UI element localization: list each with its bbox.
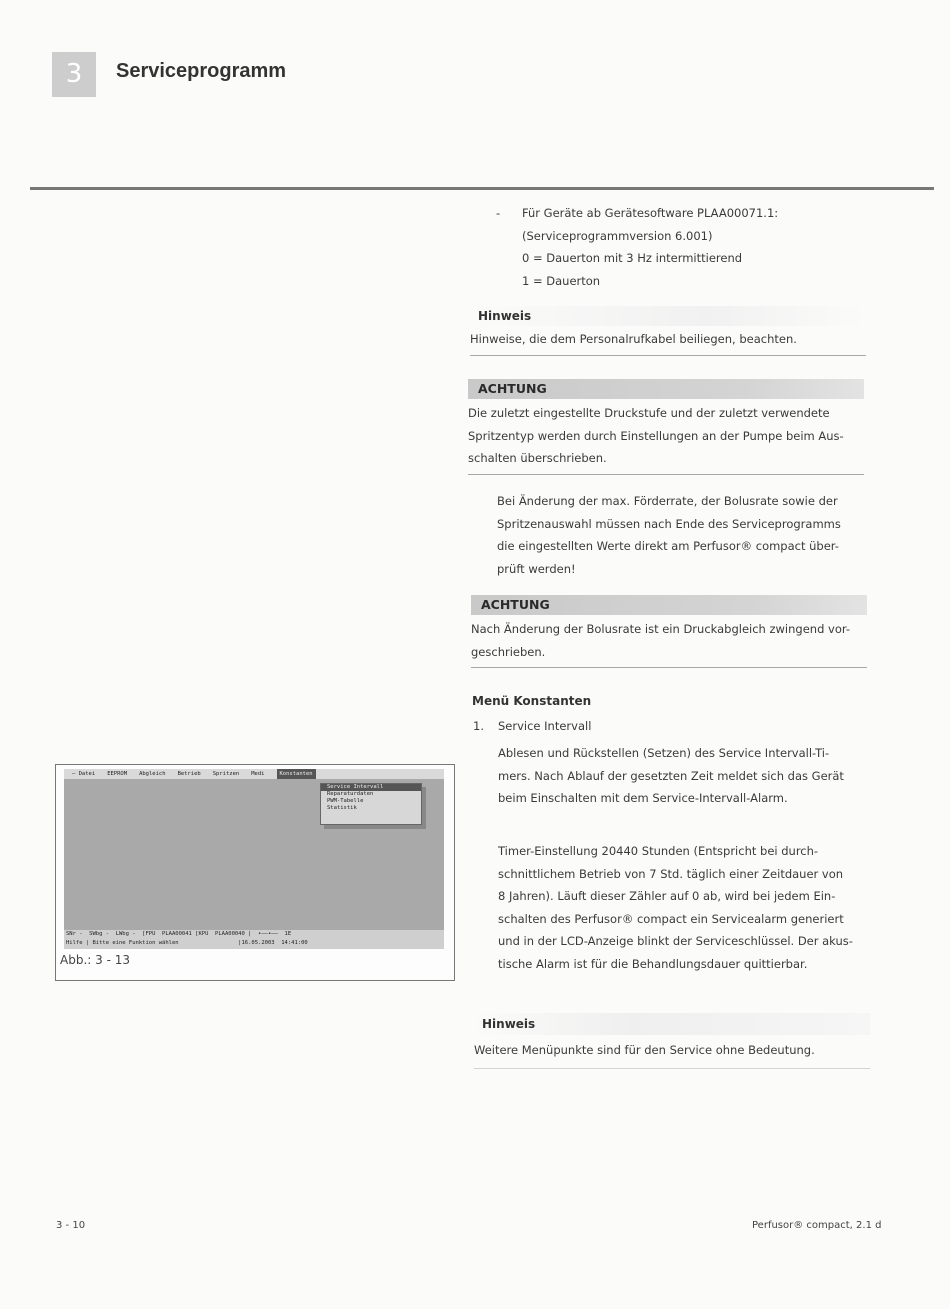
menu-item-active: Konstanten [277, 769, 316, 779]
paragraph-line: schnittlichem Betrieb von 7 Std. täglich einer Zeitdauer von [498, 866, 844, 881]
achtung-box-1 [468, 379, 864, 475]
achtung-heading: ACHTUNG [471, 595, 867, 615]
menu-item: Betrieb [177, 771, 201, 777]
timer-paragraph [498, 840, 870, 975]
figure-frame [55, 764, 455, 981]
dropdown-item: Statistik [327, 805, 357, 811]
item-title: Service Intervall [498, 719, 592, 733]
list-dash: - [496, 206, 501, 220]
achtung-heading: ACHTUNG [468, 379, 864, 399]
menu-item: — Datei [72, 771, 96, 777]
menu-item: Spritzen [212, 771, 240, 777]
achtung-line: Spritzentyp werden durch Einstellungen an der Pumpe beim Aus- [468, 428, 844, 443]
menu-item: Abgleich [139, 771, 166, 777]
pruefung-line: Spritzenauswahl müssen nach Ende des Serviceprogramms [497, 516, 841, 531]
chapter-number: 3 [65, 59, 83, 89]
menu-item: EEPROM [107, 771, 128, 777]
hinweis-text: Hinweise, die dem Personalrufkabel beiliegen, beachten. [470, 332, 797, 346]
product-footer: Perfusor® compact, 2.1 d [752, 1220, 882, 1231]
intro-line: Für Geräte ab Gerätesoftware PLAA00071.1: [522, 206, 779, 220]
paragraph-line: mers. Nach Ablauf der gesetzten Zeit meldet sich das Gerät [498, 768, 844, 783]
divider [468, 474, 864, 475]
divider [474, 1068, 870, 1069]
header-rule [30, 187, 934, 190]
status-line: Hilfe | Bitte eine Funktion wählen |16.05.2003 14:41:00 [66, 940, 308, 946]
hinweis-heading: Hinweis [474, 1013, 870, 1035]
page-title: Serviceprogramm [116, 60, 287, 82]
menu-item: Medi [251, 771, 265, 777]
achtung-line: Die zuletzt eingestellte Druckstufe und der zuletzt verwendete [468, 406, 830, 420]
dropdown-item: PWM-Tabelle [327, 798, 364, 804]
intro-line: 1 = Dauerton [522, 273, 601, 288]
paragraph-line: beim Einschalten mit dem Service-Intervall-Alarm. [498, 791, 788, 805]
paragraph-line: und in der LCD-Anzeige blinkt der Serviceschlüssel. Der akus- [498, 934, 853, 948]
konstanten-dropdown [320, 783, 422, 825]
item-number: 1. [473, 719, 484, 733]
pruefung-paragraph [497, 490, 867, 580]
paragraph-line: Ablesen und Rückstellen (Setzen) des Service Intervall-Ti- [498, 746, 830, 760]
chapter-number-box [52, 52, 96, 97]
paragraph-line: schalten des Perfusor® compact ein Servicealarm generiert [498, 911, 844, 926]
dropdown-item: Reparaturdaten [327, 791, 374, 797]
hinweis-heading: Hinweis [470, 306, 866, 326]
achtung-line: Nach Änderung der Bolusrate ist ein Druckabgleich zwingend vor- [471, 622, 851, 636]
hinweis-box-2 [474, 1013, 870, 1069]
section-heading: Menü Konstanten [472, 694, 592, 708]
intro-list [496, 202, 876, 292]
paragraph-line: Timer-Einstellung 20440 Stunden (Entspricht bei durch- [498, 844, 819, 858]
intro-line: (Serviceprogrammversion 6.001) [522, 228, 713, 243]
achtung-box-2 [471, 595, 867, 668]
hinweis-box-1 [470, 306, 866, 356]
pruefung-line: Bei Änderung der max. Förderrate, der Bolusrate sowie der [497, 494, 838, 508]
paragraph-line: 8 Jahren). Läuft dieser Zähler auf 0 ab, wird bei jedem Ein- [498, 889, 836, 903]
achtung-line: geschrieben. [471, 644, 546, 659]
pruefung-line: die eingestellten Werte direkt am Perfusor® compact über- [497, 539, 839, 553]
achtung-line: schalten überschrieben. [468, 451, 607, 465]
dropdown-item-selected: Service Intervall [321, 784, 421, 791]
divider [470, 355, 866, 356]
page-number: 3 - 10 [56, 1220, 86, 1231]
intro-line: 0 = Dauerton mit 3 Hz intermittierend [522, 251, 743, 265]
service-program-screenshot [64, 769, 444, 949]
menu-bar [64, 769, 444, 779]
status-bar [64, 930, 444, 949]
pruefung-line: prüft werden! [497, 561, 576, 576]
figure-caption: Abb.: 3 - 13 [60, 953, 130, 967]
divider [471, 667, 867, 668]
paragraph-line: tische Alarm ist für die Behandlungsdauer quittierbar. [498, 956, 808, 971]
hinweis-text: Weitere Menüpunkte sind für den Service ohne Bedeutung. [474, 1043, 815, 1057]
service-intervall-paragraph [498, 742, 870, 810]
status-line: SNr - SWbg - LWbg - [FPU PLAA00041 [KPU PLAA00040 | •——•—— 1E [66, 931, 292, 937]
